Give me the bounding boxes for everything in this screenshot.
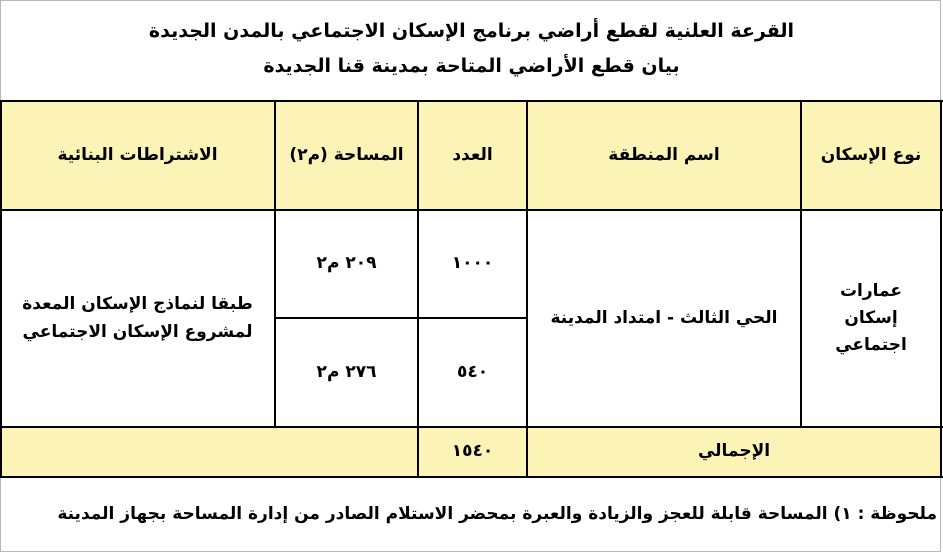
grid-line (526, 100, 528, 478)
grid-line (275, 317, 527, 319)
footnote: ملحوظة : ١) المساحة قابلة للعجز والزيادة والعبرة بمحضر الاستلام الصادر من إدارة المساحة بجهاز المدينة (57, 504, 937, 524)
cell-area-name: الحي الثالث - امتداد المدينة (550, 307, 778, 328)
grid-line (274, 100, 276, 428)
grid-line (800, 100, 802, 428)
header-area-name: اسم المنطقة (527, 102, 801, 210)
cell-count-2: ٥٤٠ (456, 361, 489, 382)
header-plot-area: المساحة (م٢) (275, 102, 418, 210)
total-label: الإجمالي (527, 427, 941, 477)
cell-plot-area-2: ٢٧٦ م٢ (316, 361, 377, 382)
cell-plot-area-1: ٢٠٩ م٢ (316, 253, 377, 274)
cell-building-requirements: طبقا لنماذج الإسكان المعدة لمشروع الإسكان الاجتماعي (22, 294, 253, 342)
grid-line (940, 100, 942, 478)
grid-line (0, 100, 2, 478)
cell-housing-type: عمارات إسكان اجتماعي (835, 280, 907, 356)
grid-line (0, 476, 943, 478)
total-count: ١٥٤٠ (418, 427, 527, 477)
sub-title: بيان قطع الأراضي المتاحة بمدينة قنا الجديدة (263, 55, 680, 77)
header-housing-type: نوع الإسكان (801, 102, 941, 210)
cell-count-1: ١٠٠٠ (451, 253, 494, 274)
total-empty-cell (0, 427, 418, 477)
grid-line (417, 100, 419, 478)
header-count: العدد (418, 102, 527, 210)
main-title: القرعة العلنية لقطع أراضي برنامج الإسكان الاجتماعي بالمدن الجديدة (148, 20, 795, 42)
header-building-requirements: الاشتراطات البنائية (0, 102, 275, 210)
